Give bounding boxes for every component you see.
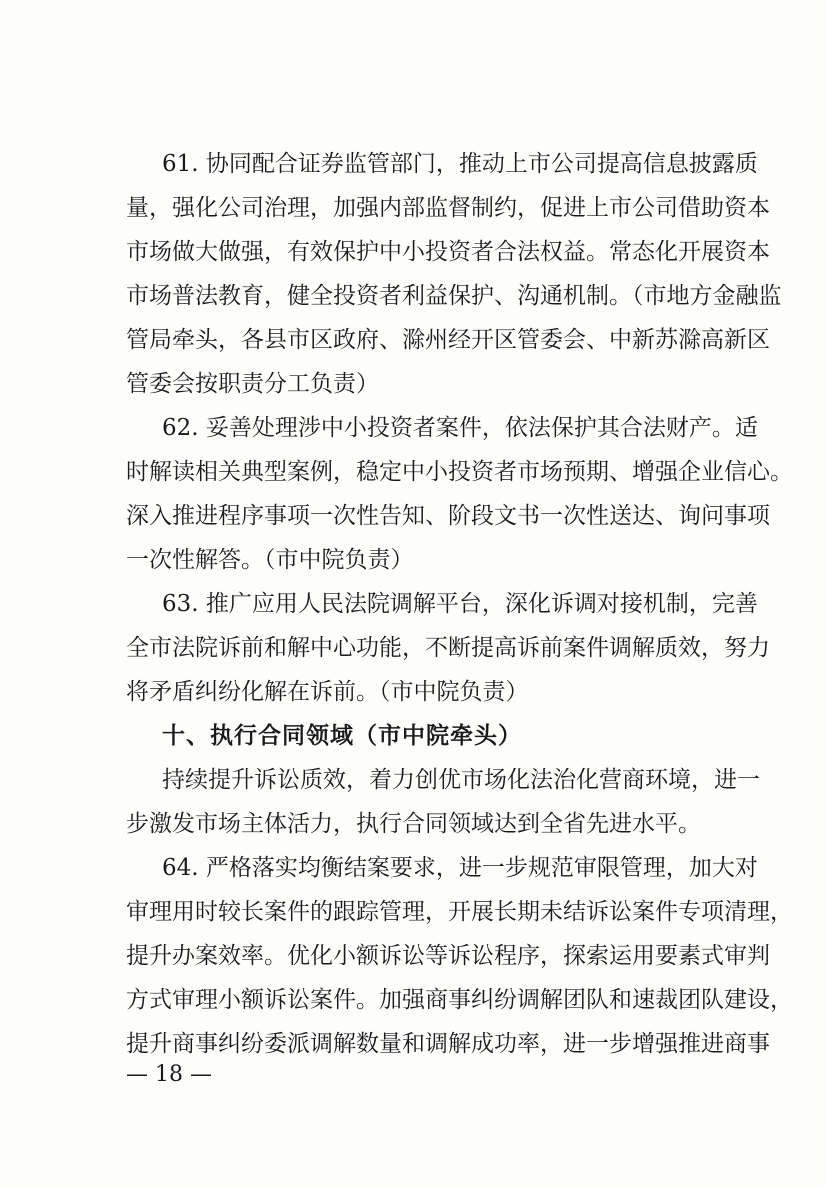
paragraph-61-line-3: 市场做大做强，有效保护中小投资者合法权益。常态化开展资本 <box>126 239 770 265</box>
paragraph-64-line-4: 方式审理小额诉讼案件。加强商事纠纷调解团队和速裁团队建设， <box>126 987 793 1013</box>
paragraph-64-line-2: 审理用时较长案件的跟踪管理，开展长期未结诉讼案件专项清理， <box>126 899 793 925</box>
paragraph-61-line-6: 管委会按职责分工负责） <box>126 371 379 397</box>
page-number: — 18 — <box>126 1062 212 1087</box>
paragraph-61-line-4: 市场普法教育，健全投资者利益保护、沟通机制。（市地方金融监 <box>126 283 782 309</box>
paragraph-62-line-3: 深入推进程序事项一次性告知、阶段文书一次性送达、询问事项 <box>126 503 770 529</box>
paragraph-61-line-5: 管局牵头，各县市区政府、滁州经开区管委会、中新苏滁高新区 <box>126 327 770 353</box>
paragraph-63-line-1: 63. 推广应用人民法院调解平台，深化诉调对接机制，完善 <box>162 591 758 617</box>
section-intro-line-2: 步激发市场主体活力，执行合同领域达到全省先进水平。 <box>126 811 701 837</box>
paragraph-64-line-5: 提升商事纠纷委派调解数量和调解成功率，进一步增强推进商事 <box>126 1031 770 1057</box>
section-heading-contract-enforcement: 十、执行合同领域（市中院牵头） <box>162 723 522 749</box>
paragraph-64-line-1: 64. 严格落实均衡结案要求，进一步规范审限管理，加大对 <box>162 855 758 881</box>
paragraph-62-line-1: 62. 妥善处理涉中小投资者案件，依法保护其合法财产。适 <box>162 415 758 441</box>
section-intro-line-1: 持续提升诉讼质效，着力创优市场化法治化营商环境，进一 <box>162 767 760 793</box>
paragraph-64-line-3: 提升办案效率。优化小额诉讼等诉讼程序，探索运用要素式审判 <box>126 943 770 969</box>
paragraph-63-line-2: 全市法院诉前和解中心功能，不断提高诉前案件调解质效，努力 <box>126 635 770 661</box>
paragraph-62-line-2: 时解读相关典型案例，稳定中小投资者市场预期、增强企业信心。 <box>126 459 793 485</box>
paragraph-62-line-4: 一次性解答。（市中院负责） <box>126 547 414 573</box>
paragraph-61-line-2: 量，强化公司治理，加强内部监督制约，促进上市公司借助资本 <box>126 195 770 221</box>
paragraph-61-line-1: 61. 协同配合证券监管部门，推动上市公司提高信息披露质 <box>162 151 758 177</box>
paragraph-63-line-3: 将矛盾纠纷化解在诉前。（市中院负责） <box>126 679 529 705</box>
